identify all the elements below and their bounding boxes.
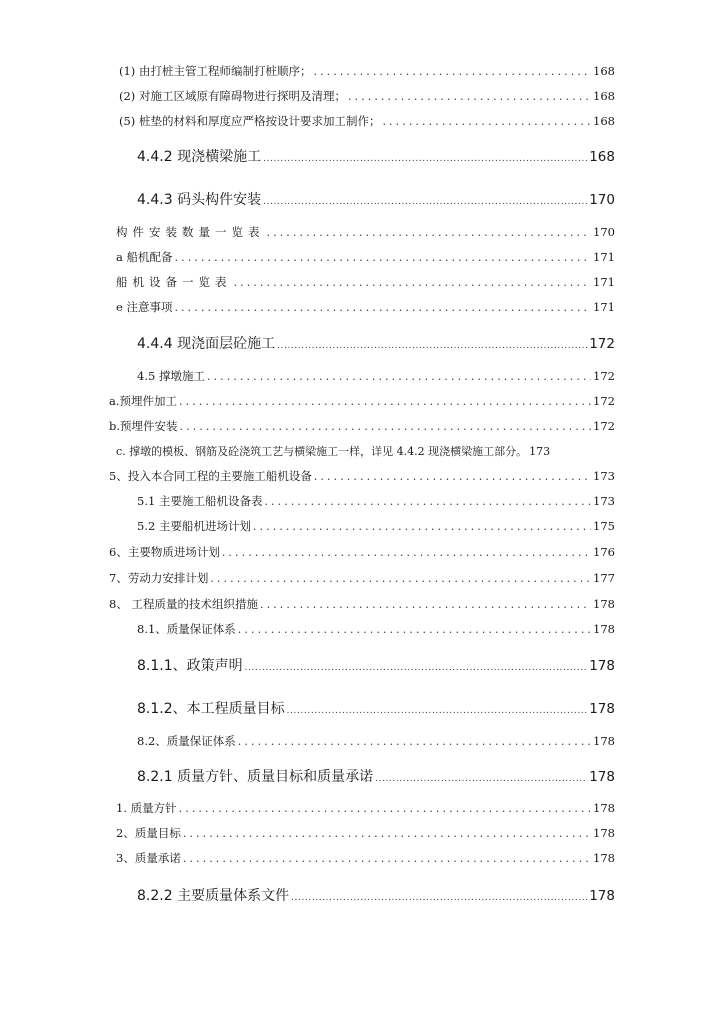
toc-entry[interactable] — [116, 850, 615, 866]
toc-entry-page: 178 — [589, 701, 615, 717]
dot-leader — [263, 154, 587, 164]
toc-entry-page: 173 — [593, 469, 615, 483]
toc-entry[interactable] — [116, 274, 615, 290]
toc-entry-title: 5.2 主要船机进场计划 — [137, 519, 251, 533]
toc-entry-title: 1. 质量方针 — [116, 801, 177, 815]
toc-entry-page: 175 — [593, 519, 615, 533]
toc-entry[interactable] — [109, 544, 615, 560]
dot-leader — [238, 623, 591, 636]
dot-leader — [263, 197, 587, 207]
toc-heading-entry[interactable] — [137, 333, 615, 353]
dot-leader — [287, 706, 588, 716]
toc-entry-page: 172 — [589, 336, 615, 352]
dot-leader — [234, 276, 592, 289]
toc-entry[interactable] — [109, 596, 615, 612]
toc-entry-title: 船机设备一览表 — [116, 275, 232, 289]
toc-entry[interactable] — [119, 88, 615, 104]
dot-leader — [291, 893, 587, 903]
toc-entry-title: (1) 由打桩主管工程师编制打桩顺序； — [119, 64, 312, 78]
toc-heading-entry[interactable] — [137, 189, 615, 209]
toc-entry-title: b.预埋件安装 — [109, 419, 178, 433]
toc-entry[interactable] — [116, 249, 615, 265]
toc-entry[interactable] — [109, 468, 615, 484]
toc-entry-page: 168 — [593, 64, 615, 78]
dot-leader — [313, 65, 591, 78]
toc-entry-title: a 船机配备 — [116, 250, 173, 264]
toc-entry-title: c. 撑墩的模板、钢筋及砼浇筑工艺与横梁施工一样，详见 4.4.2 现浇横梁施工部分。 — [116, 445, 528, 458]
toc-entry-page: 171 — [593, 250, 615, 264]
toc-entry-title: 8.2.2 主要质量体系文件 — [137, 888, 290, 904]
toc-entry-title: 7、劳动力安排计划 — [109, 571, 209, 585]
dot-leader — [222, 546, 591, 559]
dot-leader — [175, 251, 592, 264]
toc-entry[interactable] — [137, 518, 615, 534]
toc-entry-page: 171 — [593, 275, 615, 289]
toc-entry[interactable] — [116, 443, 615, 459]
toc-entry-page: 172 — [593, 419, 615, 433]
dot-leader — [253, 520, 591, 533]
toc-entry-page: 178 — [593, 622, 615, 636]
toc-entry-title: 2、质量目标 — [116, 826, 181, 840]
dot-leader — [238, 735, 591, 748]
toc-entry[interactable] — [109, 393, 615, 409]
toc-entry-page: 170 — [589, 192, 615, 208]
toc-entry-title: 5、投入本合同工程的主要施工船机设备 — [109, 469, 312, 483]
toc-entry[interactable] — [109, 418, 615, 434]
toc-entry-page: 178 — [589, 769, 615, 785]
toc-entry[interactable] — [137, 493, 615, 509]
dot-leader — [174, 301, 591, 314]
toc-entry-title: 4.5 撑墩施工 — [137, 369, 205, 383]
toc-entry-page: 178 — [593, 597, 615, 611]
toc-entry[interactable] — [116, 825, 615, 841]
toc-entry-page: 176 — [593, 545, 615, 559]
toc-entry-page: 178 — [593, 851, 615, 865]
toc-entry-title: 8.2.1 质量方针、质量目标和质量承诺 — [137, 769, 374, 785]
dot-leader — [267, 226, 592, 239]
toc-entry-page: 178 — [589, 658, 615, 674]
toc-heading-entry[interactable] — [137, 655, 615, 675]
dot-leader — [314, 470, 591, 483]
dot-leader — [348, 90, 591, 103]
toc-entry[interactable] — [137, 733, 615, 749]
dot-leader — [382, 115, 591, 128]
dot-leader — [210, 572, 591, 585]
toc-heading-entry[interactable] — [137, 766, 615, 786]
toc-entry-page: 178 — [593, 734, 615, 748]
toc-heading-entry[interactable] — [137, 146, 615, 166]
dot-leader — [183, 827, 591, 840]
toc-entry[interactable] — [137, 621, 615, 637]
toc-entry-title: 8.1.2、本工程质量目标 — [137, 701, 285, 717]
toc-entry-page: 173 — [529, 445, 551, 458]
dot-leader — [179, 395, 591, 408]
toc-entry[interactable] — [109, 570, 615, 586]
toc-entry-title: 8.1、质量保证体系 — [137, 622, 236, 636]
toc-heading-entry[interactable] — [137, 885, 615, 905]
toc-entry-title: a.预埋件加工 — [109, 394, 178, 408]
toc-entry-title: (2) 对施工区域原有障碍物进行探明及清理； — [119, 89, 346, 103]
toc-entry-page: 178 — [589, 888, 615, 904]
dot-leader — [183, 852, 591, 865]
toc-entry[interactable] — [116, 800, 615, 816]
toc-entry-page: 171 — [593, 300, 615, 314]
toc-entry[interactable] — [137, 368, 615, 384]
toc-entry-title: 5.1 主要施工船机设备表 — [137, 494, 263, 508]
dot-leader — [277, 341, 587, 351]
toc-entry-page: 168 — [593, 114, 615, 128]
toc-entry-title: 8.1.1、政策声明 — [137, 658, 243, 674]
dot-leader — [375, 774, 587, 784]
toc-entry-title: 4.4.2 现浇横梁施工 — [137, 149, 262, 165]
dot-leader — [264, 495, 591, 508]
toc-entry[interactable] — [116, 224, 615, 240]
toc-entry-page: 172 — [593, 394, 615, 408]
dot-leader — [180, 420, 592, 433]
toc-entry-page: 170 — [593, 225, 615, 239]
dot-leader — [260, 598, 591, 611]
toc-heading-entry[interactable] — [137, 698, 615, 718]
toc-entry-title: (5) 桩垫的材料和厚度应严格按设计要求加工制作； — [119, 114, 381, 128]
toc-entry-page: 168 — [593, 89, 615, 103]
toc-entry-page: 168 — [589, 149, 615, 165]
toc-entry-page: 172 — [593, 369, 615, 383]
toc-entry-page: 178 — [593, 826, 615, 840]
toc-entry-title: 构件安装数量一览表 — [116, 225, 265, 239]
toc-entry[interactable] — [116, 299, 615, 315]
toc-entry-title: 6、主要物质进场计划 — [109, 545, 220, 559]
toc-entry[interactable] — [119, 113, 615, 129]
dot-leader — [207, 370, 591, 383]
toc-entry-title: 8.2、质量保证体系 — [137, 734, 236, 748]
toc-entry-title: 4.4.4 现浇面层砼施工 — [137, 336, 276, 352]
toc-entry-title: 3、质量承诺 — [116, 851, 181, 865]
toc-entry[interactable] — [119, 63, 615, 79]
toc-entry-page: 178 — [593, 801, 615, 815]
dot-leader — [245, 663, 588, 673]
toc-entry-page: 177 — [593, 571, 615, 585]
toc-entry-title: 4.4.3 码头构件安装 — [137, 192, 262, 208]
dot-leader — [179, 802, 591, 815]
toc-entry-title: e 注意事项 — [116, 300, 173, 314]
toc-entry-title: 8、 工程质量的技术组织措施 — [109, 597, 258, 611]
toc-entry-page: 173 — [593, 494, 615, 508]
